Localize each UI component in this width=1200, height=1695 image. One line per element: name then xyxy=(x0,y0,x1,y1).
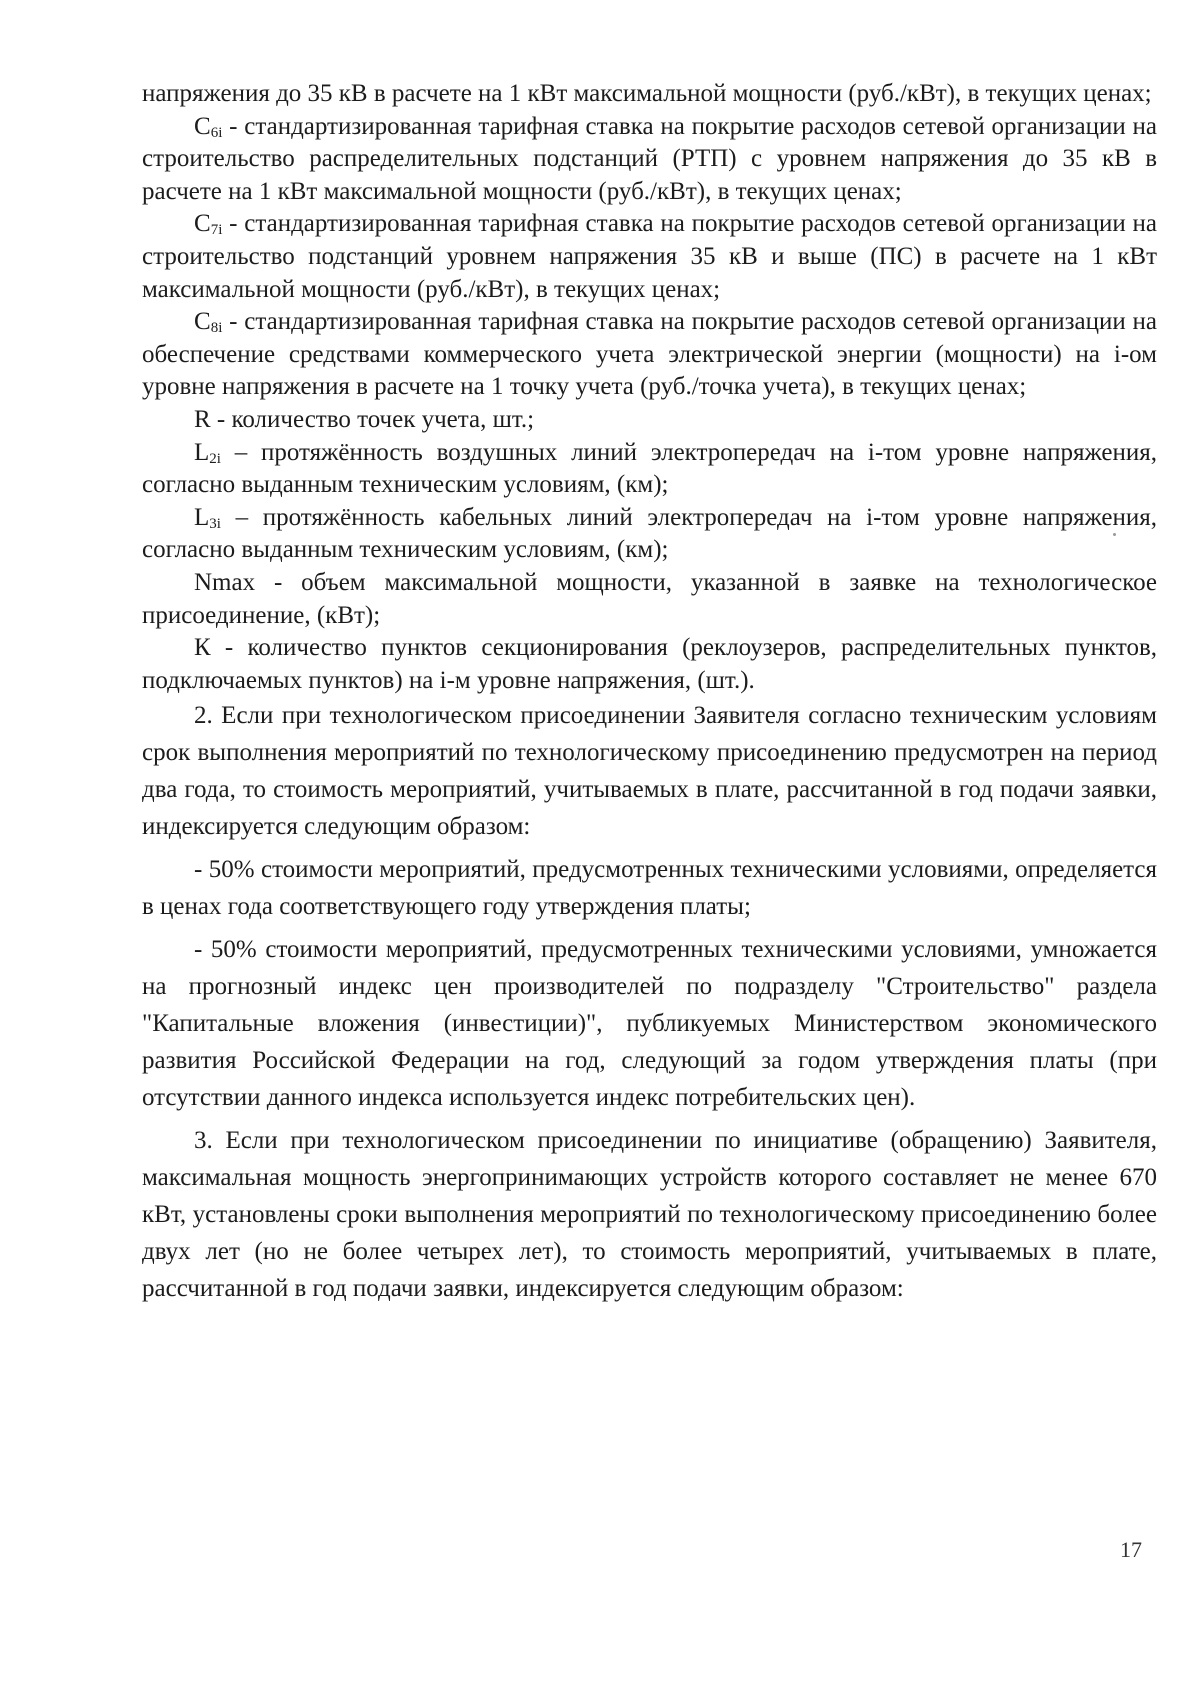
symbol: C xyxy=(194,210,211,238)
paragraph-nmax-definition xyxy=(142,567,1157,632)
paragraph-text: - стандартизированная тарифная ставка на покрытие расходов сетевой организации на строительство распределительных подстанций (РТП) с уровнем напряжения до 35 кВ в расчете на 1 кВт максимальной мощности (руб./кВт), в текущих ценах; xyxy=(142,112,1157,205)
paragraph-l2i-definition xyxy=(142,437,1157,502)
symbol-subscript: 3i xyxy=(209,515,221,532)
symbol-subscript: 8i xyxy=(210,320,223,337)
paragraph-dash-1 xyxy=(142,851,1157,925)
symbol: C xyxy=(194,308,211,336)
symbol: L xyxy=(194,503,210,531)
paragraph-item-2 xyxy=(142,697,1157,845)
paragraph-text: 2. Если при технологическом присоединении Заявителя согласно техническим условиям срок выполнения мероприятий по технологическому присоединению предусмотрен на период два года, то стоимость мероприятий, учитываемых в плате, рассчитанной в год подачи заявки, индексируется следующим образом: xyxy=(142,702,1157,841)
symbol-subscript: 2i xyxy=(209,450,221,467)
paragraph-text: – протяжённость кабельных линий электропередач на i-том уровне напряжения, согласно выданным техническим условиям, (км); xyxy=(142,503,1157,564)
paragraph-r-definition xyxy=(142,404,1157,437)
paragraph-c8i-definition xyxy=(142,306,1157,404)
page-number: 17 xyxy=(1120,1537,1142,1562)
paragraph-text: 3. Если при технологическом присоединении по инициативе (обращению) Заявителя, максимальная мощность энергопринимающих устройств которого составляет не менее 670 кВт, установлены сроки выполнения мероприятий по технологическому присоединению более двух лет (но не более четырех лет), то стоимость мероприятий, учитываемых в плате, рассчитанной в год подачи заявки, индексируется следующим образом: xyxy=(142,1127,1157,1303)
paragraph-c7i-definition xyxy=(142,208,1157,306)
symbol-subscript: 7i xyxy=(210,222,223,239)
paragraph-k-definition xyxy=(142,632,1157,697)
paragraph-text: - 50% стоимости мероприятий, предусмотренных техническими условиями, умножается на прогнозный индекс цен производителей по подразделу "Строительство" раздела "Капитальные вложения (инвестиции)", публикуемых Министерством экономического развития Российской Федерации на год, следующий за годом утверждения платы (при отсутствии данного индекса используется индекс потребительских цен). xyxy=(142,936,1157,1112)
paragraph-text: - стандартизированная тарифная ставка на покрытие расходов сетевой организации на обеспечение средствами коммерческого учета электрической энергии (мощности) на i-ом уровне напряжения в расчете на 1 точку учета (руб./точка учета), в текущих ценах; xyxy=(142,308,1157,401)
scan-speck xyxy=(1113,533,1116,536)
paragraph-text: R - количество точек учета, шт.; xyxy=(194,405,535,433)
document-body xyxy=(142,78,1157,1307)
symbol: L xyxy=(194,438,210,466)
symbol: C xyxy=(194,112,211,140)
paragraph-text: - 50% стоимости мероприятий, предусмотренных техническими условиями, определяется в ценах года соответствующего году утверждения платы; xyxy=(142,856,1157,921)
paragraph-continuation xyxy=(142,78,1157,111)
paragraph-c6i-definition xyxy=(142,111,1157,209)
symbol-subscript: 6i xyxy=(210,124,223,141)
paragraph-text: – протяжённость воздушных линий электропередач на i-том уровне напряжения, согласно выданным техническим условиям, (км); xyxy=(142,438,1157,499)
paragraph-l3i-definition xyxy=(142,502,1157,567)
paragraph-item-3 xyxy=(142,1122,1157,1307)
paragraph-text: Nmax - объем максимальной мощности, указанной в заявке на технологическое присоединение, (кВт); xyxy=(142,568,1157,629)
paragraph-text: - стандартизированная тарифная ставка на покрытие расходов сетевой организации на строительство подстанций уровнем напряжения 35 кВ и выше (ПС) в расчете на 1 кВт максимальной мощности (руб./кВт), в текущих ценах; xyxy=(142,210,1157,303)
paragraph-dash-2 xyxy=(142,931,1157,1116)
paragraph-text: напряжения до 35 кВ в расчете на 1 кВт максимальной мощности (руб./кВт), в текущих ценах; xyxy=(142,80,1152,107)
paragraph-text: К - количество пунктов секционирования (реклоузеров, распределительных пунктов, подключаемых пунктов) на i-м уровне напряжения, (шт.). xyxy=(142,634,1157,694)
